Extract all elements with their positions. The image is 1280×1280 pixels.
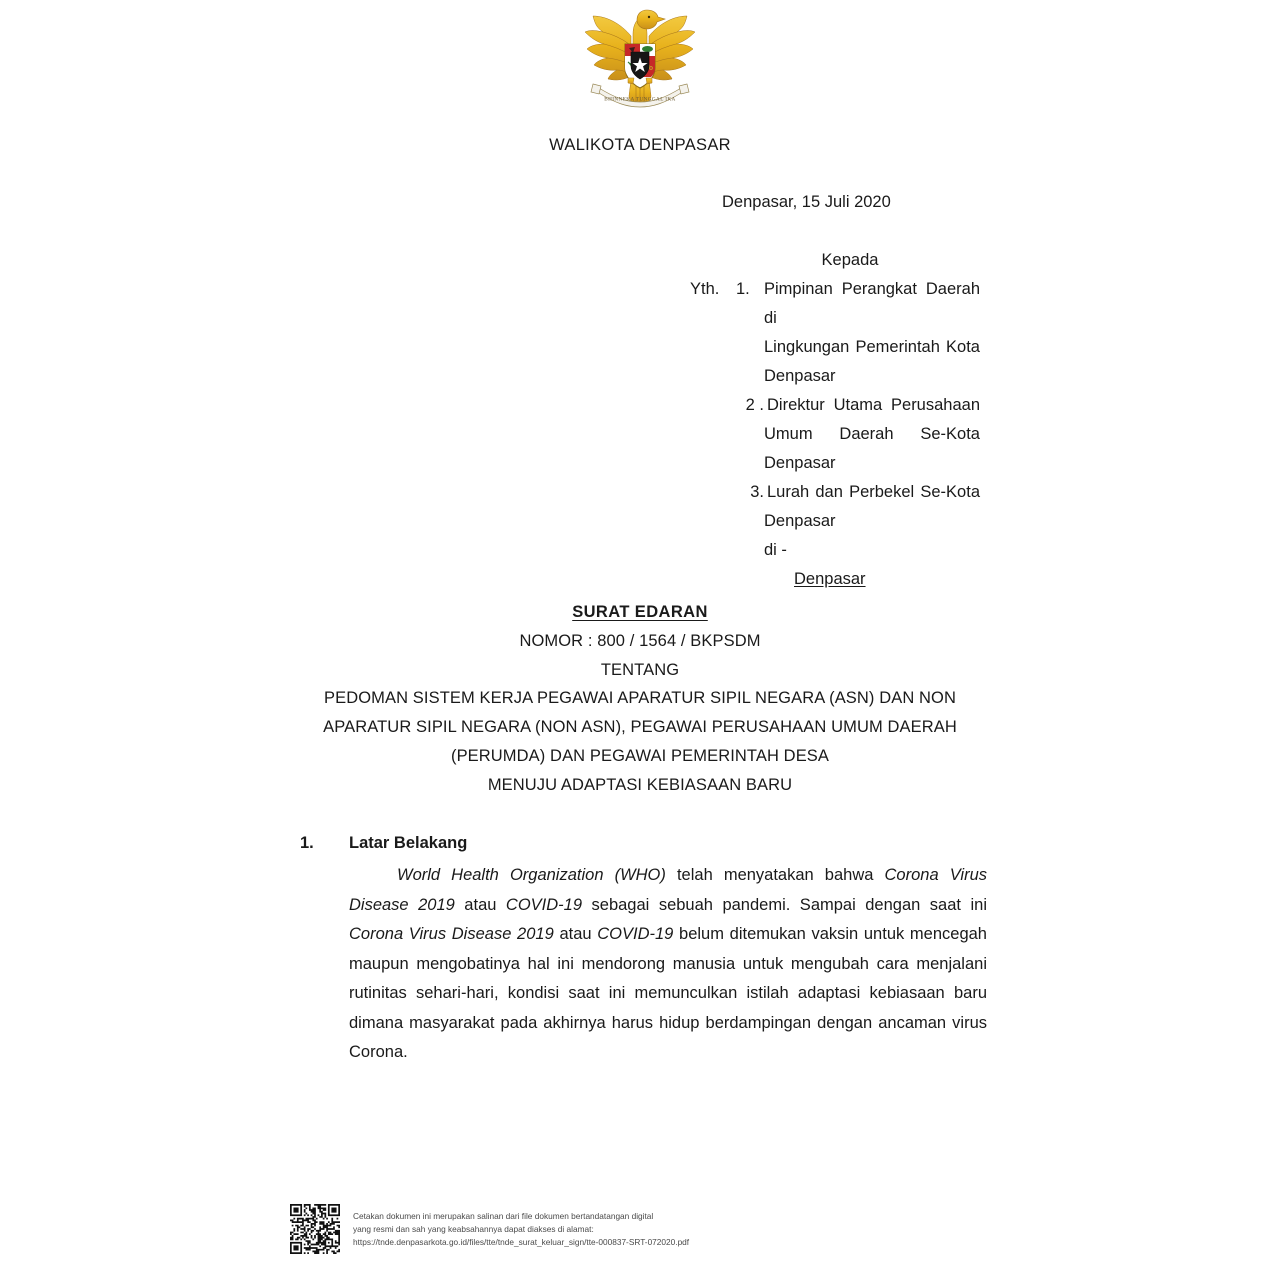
date-line: Denpasar, 15 Juli 2020 [722,193,891,211]
kepada-label: Kepada [821,251,879,269]
destination-city: Denpasar [794,570,866,588]
garuda-pancasila-emblem [579,6,701,114]
document-verification-qr-code [290,1204,340,1254]
surat-number: NOMOR : 800 / 1564 / BKPSDM [519,631,761,650]
footer-line: Cetakan dokumen ini merupakan salinan dari file dokumen bertandatangan digital [353,1211,654,1221]
recipient-item [690,391,980,420]
section-latar-belakang [300,834,990,1068]
section-number: 1. [300,834,314,852]
subject-line: MENUJU ADAPTASI KEBIASAAN BARU [487,775,793,794]
recipient-line: Denpasar [764,367,836,385]
section-title: Latar Belakang [349,834,468,852]
recipient-line: Pimpinan Perangkat Daerah di [764,280,980,327]
recipient-line: Umum Daerah Se-Kota [764,425,980,443]
document-footer [290,1204,689,1254]
surat-title-block [290,598,990,800]
footer-text [353,1210,689,1250]
di-label: di - [764,541,787,559]
subject-line: PEDOMAN SISTEM KERJA PEGAWAI APARATUR SIPIL NEGARA (ASN) DAN NON [324,689,956,708]
footer-line: yang resmi dan sah yang keabsahannya dapat diakses di alamat: [353,1224,594,1235]
section-paragraph: World Health Organization (WHO) telah menyatakan bahwa Corona Virus Disease 2019 atau COVID-19 sebagai sebuah pandemi. Sampai dengan saat ini Corona Virus Disease 2019 atau COVID-19 belum ditemukan vaksin untuk mencegah maupun mengobatinya hal ini mendorong manusia untuk mengubah cara menjalani rutinitas sehari-hari, kondisi saat ini memunculkan istilah adaptasi kebiasaan baru dimana masyarakat pada akhirnya harus hidup berdampingan dengan ancaman virus Corona. [349,866,987,1061]
subject-line: APARATUR SIPIL NEGARA (NON ASN), PEGAWAI PERUSAHAAN UMUM DAERAH [323,718,957,737]
recipient-number: 1. [736,280,750,298]
surat-edaran-heading: SURAT EDARAN [572,603,708,621]
recipient-line: Lingkungan Pemerintah Kota [764,338,980,356]
yth-label: Yth. [690,280,720,298]
page-title: WALIKOTA DENPASAR [549,136,731,154]
recipient-item [690,478,980,507]
subject-line: (PERUMDA) DAN PEGAWAI PEMERINTAH DESA [450,746,830,765]
eagle-eye [648,16,650,18]
recipient-number: 3. [750,483,764,501]
svg-text:BHINNEKA TUNGGAL IKA: BHINNEKA TUNGGAL IKA [604,96,676,103]
recipient-line: Denpasar [764,454,836,472]
recipient-line: Direktur Utama Perusahaan [767,396,980,414]
section-heading [300,834,990,853]
recipient-line: Denpasar [764,512,836,530]
tentang-label: TENTANG [600,660,680,679]
recipient-line: Lurah dan Perbekel Se-Kota [767,483,980,501]
recipient-item [690,275,980,333]
emblem-container [0,6,1280,114]
address-block [690,188,980,594]
footer-verification-url: https://tnde.denpasarkota.go.id/files/tte/tnde_surat_keluar_sign/tte-000837-SRT-072020.pdf [353,1237,690,1248]
recipient-number: 2 . [745,396,764,414]
